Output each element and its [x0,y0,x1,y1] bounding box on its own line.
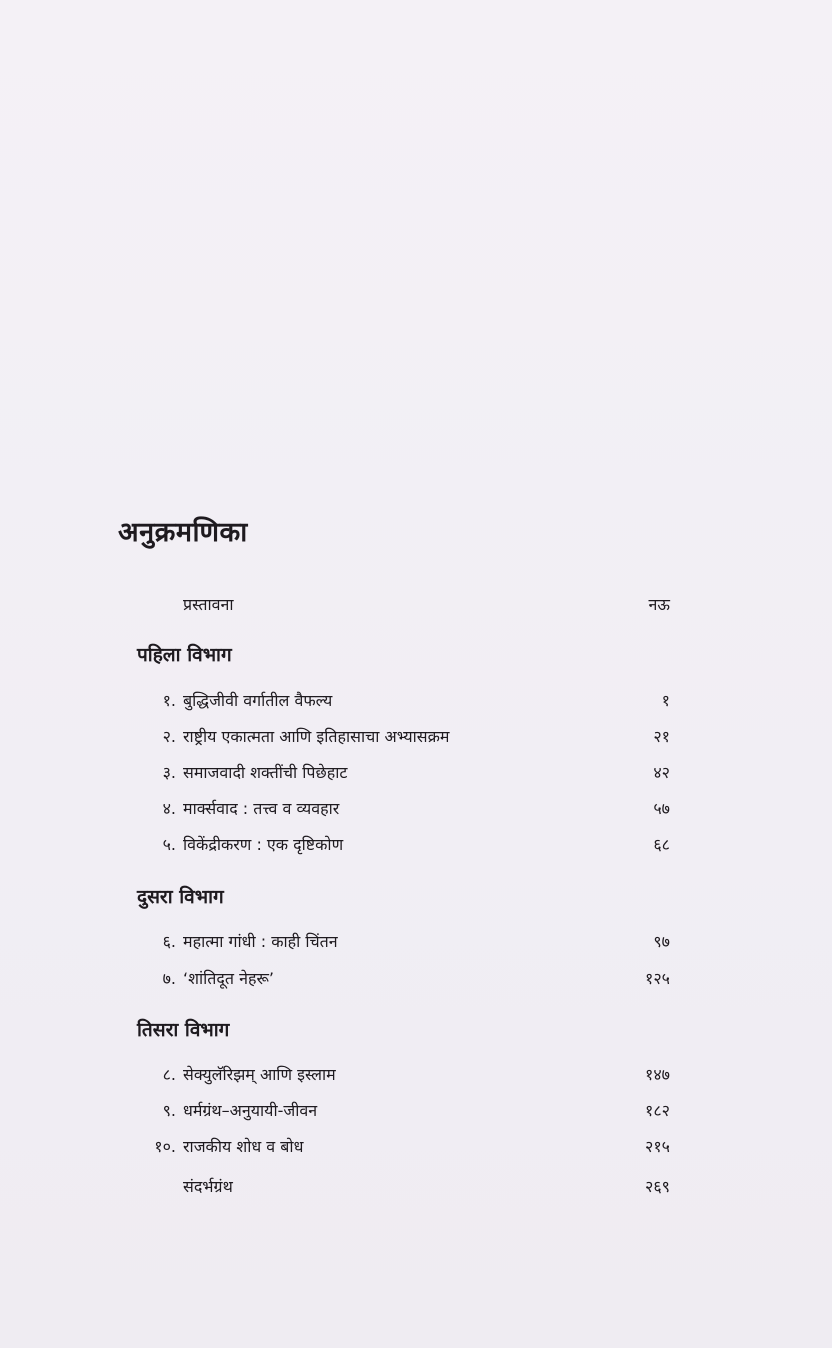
toc-entry-label: धर्मग्रंथ–अनुयायी-जीवन [183,1101,318,1120]
toc-entry-label: समाजवादी शक्तींची पिछेहाट [183,763,348,782]
page-title: अनुक्रमणिका [118,517,248,548]
toc-entry-preface [0,593,832,623]
toc-entry [0,1099,832,1129]
toc-entry [0,833,832,863]
toc-entry-page: २१ [653,727,670,746]
toc-entry [0,689,832,719]
toc-entry-bibliography [0,1175,832,1205]
toc-entry-label: राजकीय शोध व बोध [183,1137,304,1156]
toc-entry-number: ८. [162,1065,176,1084]
toc-entry-label: ‘शांतिदूत नेहरू’ [183,969,274,988]
section-heading: तिसरा विभाग [137,1019,230,1041]
toc-entry-page: १ [661,691,670,710]
toc-entry-number: ४. [162,799,176,818]
toc-entry-page: नऊ [648,595,670,614]
toc-entry-page: २६९ [645,1177,670,1196]
section-heading: दुसरा विभाग [137,886,224,908]
toc-entry-page: १८२ [645,1101,670,1120]
toc-entry-label: सेक्युलॅरिझम् आणि इस्लाम [183,1065,336,1084]
toc-entry-number: ७. [162,969,176,988]
toc-entry-number: ६. [162,932,176,951]
toc-entry [0,725,832,755]
toc-entry-page: ४२ [653,763,670,782]
toc-entry-number: २. [162,727,176,746]
toc-entry-number: १०. [154,1137,176,1156]
toc-entry-label: मार्क्सवाद : तत्त्व व व्यवहार [183,799,340,818]
toc-entry [0,967,832,997]
toc-entry-label: महात्मा गांधी : काही चिंतन [183,932,338,951]
toc-entry [0,930,832,960]
toc-entry [0,1063,832,1093]
toc-entry-label: विकेंद्रीकरण : एक दृष्टिकोण [183,835,344,854]
toc-entry-label: प्रस्तावना [183,595,234,614]
toc-entry-number: ९. [162,1101,176,1120]
toc-entry-page: ९७ [653,932,670,951]
toc-entry-page: २१५ [645,1137,670,1156]
toc-entry [0,761,832,791]
toc-entry-page: १४७ [645,1065,670,1084]
toc-entry-number: ३. [162,763,176,782]
toc-entry-label: बुद्धिजीवी वर्गातील वैफल्य [183,691,333,710]
toc-entry-page: ६८ [653,835,670,854]
section-heading: पहिला विभाग [137,644,232,666]
toc-entry-label: राष्ट्रीय एकात्मता आणि इतिहासाचा अभ्यासक्रम [183,727,450,746]
toc-entry-page: ५७ [653,799,670,818]
toc-entry [0,797,832,827]
toc-entry-label: संदर्भग्रंथ [183,1177,233,1196]
toc-entry-page: १२५ [645,969,670,988]
toc-entry-number: ५. [162,835,176,854]
toc-entry [0,1135,832,1165]
toc-entry-number: १. [162,691,176,710]
